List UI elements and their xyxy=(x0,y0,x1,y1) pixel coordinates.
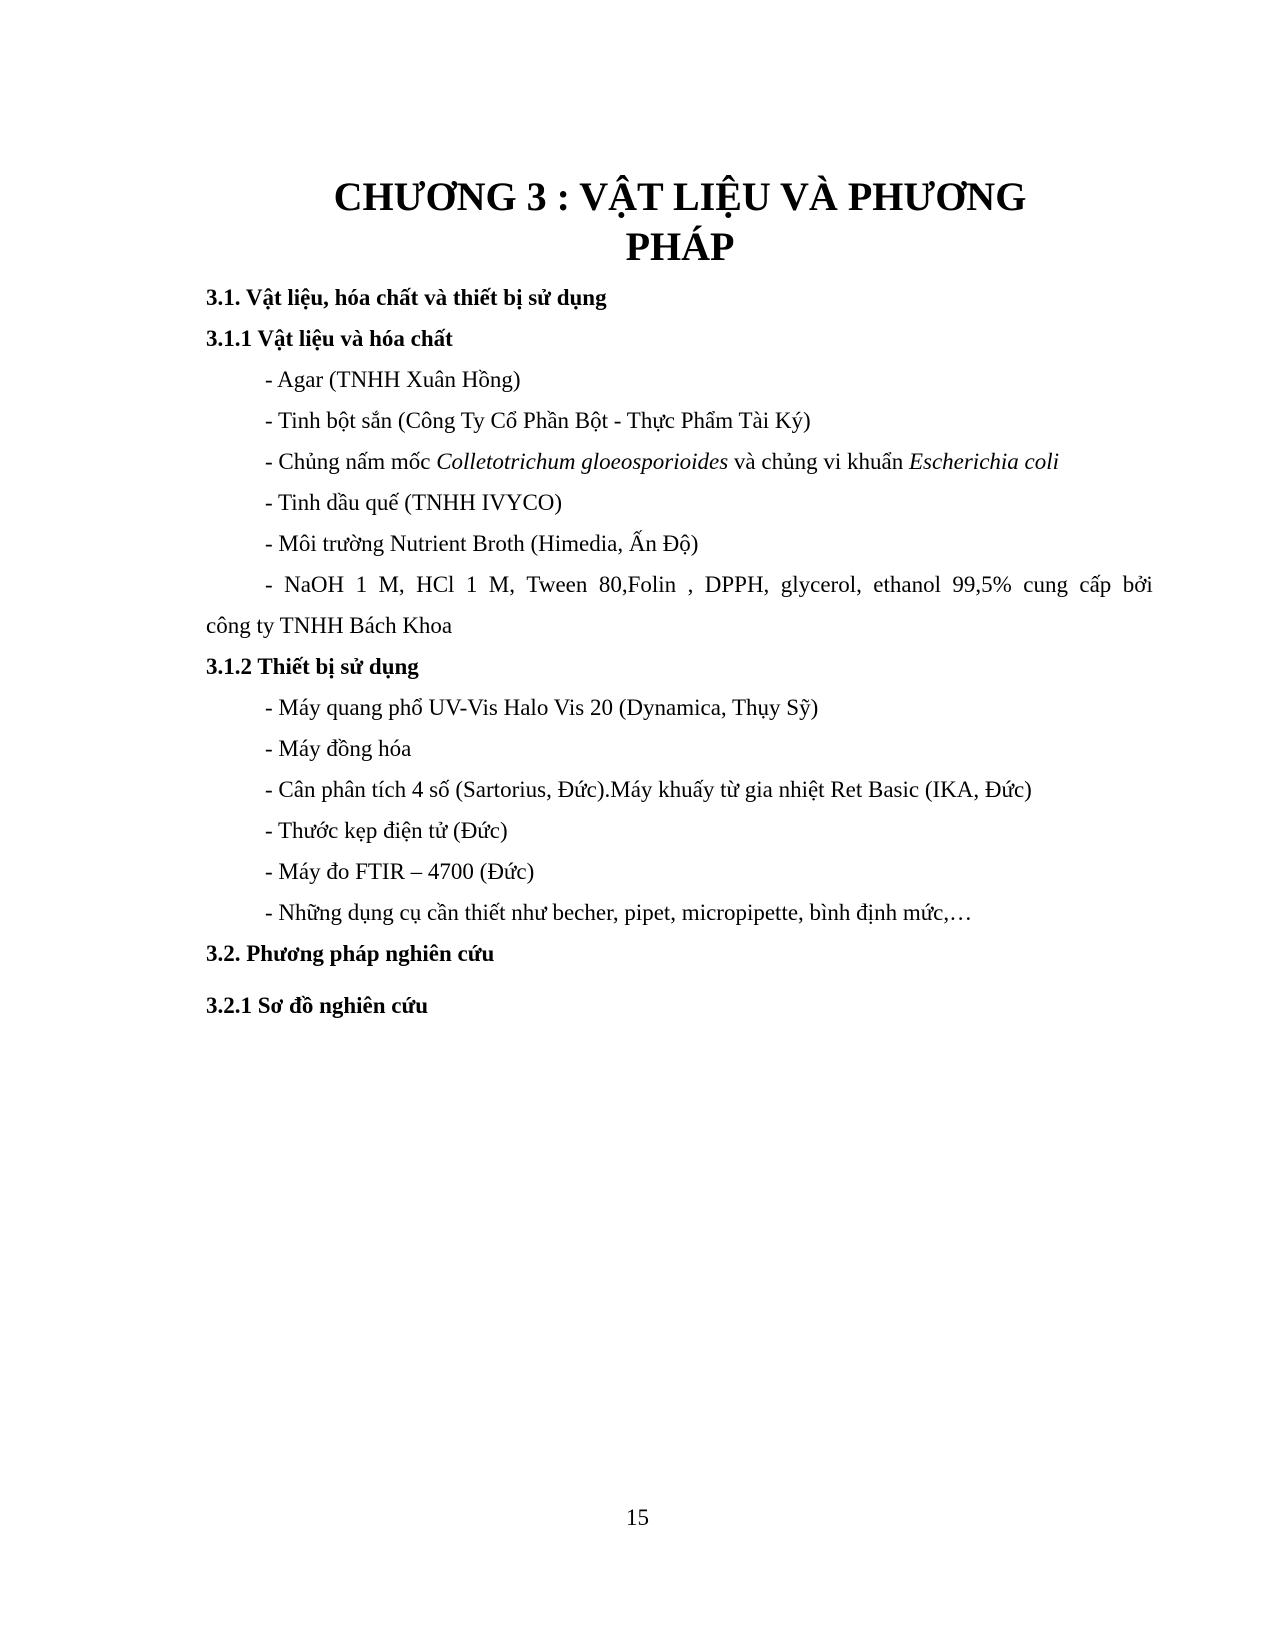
page-number: 15 xyxy=(626,1505,649,1530)
strains-middle: và chủng vi khuẩn xyxy=(728,449,909,474)
equipment-item-caliper: - Thước kẹp điện tử (Đức) xyxy=(265,818,508,843)
species-colletotrichum: Colletotrichum gloeosporioides xyxy=(436,449,729,474)
chemicals-word: cung xyxy=(1023,572,1068,597)
section-heading-3-1-2: 3.1.2 Thiết bị sử dụng xyxy=(206,654,419,679)
material-item-strains xyxy=(265,448,1059,476)
chemicals-word: 99,5% xyxy=(952,572,1012,597)
chemicals-word: 1 xyxy=(355,572,368,597)
chemicals-word: 80,Folin xyxy=(598,572,677,597)
strains-prefix: - Chủng nấm mốc xyxy=(265,449,437,474)
chemicals-word: 1 xyxy=(465,572,478,597)
chemicals-word: - xyxy=(265,572,273,597)
section-heading-3-2: 3.2. Phương pháp nghiên cứu xyxy=(206,941,495,966)
chapter-title xyxy=(200,172,1160,272)
section-heading-3-1-1: 3.1.1 Vật liệu và hóa chất xyxy=(206,326,453,351)
equipment-item-uv-vis: - Máy quang phổ UV-Vis Halo Vis 20 (Dynamica, Thụy Sỹ) xyxy=(265,695,819,720)
material-item-starch: - Tinh bột sắn (Công Ty Cổ Phần Bột - Thực Phẩm Tài Ký) xyxy=(265,408,811,433)
chemicals-word: M, xyxy=(488,572,515,597)
chemicals-word: cấp xyxy=(1079,572,1112,597)
species-escherichia: Escherichia coli xyxy=(908,449,1060,474)
material-item-nutrient-broth: - Môi trường Nutrient Broth (Himedia, Ấn Độ) xyxy=(265,531,699,556)
chemicals-word: M, xyxy=(378,572,405,597)
material-item-cinnamon-oil: - Tinh dầu quế (TNHH IVYCO) xyxy=(265,490,563,515)
material-item-chemicals-cont: công ty TNHH Bách Khoa xyxy=(206,613,453,638)
chemicals-word: ethanol xyxy=(873,572,941,597)
equipment-item-ftir: - Máy đo FTIR – 4700 (Đức) xyxy=(265,859,535,884)
chemicals-word: bởi xyxy=(1122,572,1153,597)
material-item-chemicals xyxy=(265,571,1153,599)
chemicals-word: glycerol, xyxy=(780,572,862,597)
section-heading-3-1: 3.1. Vật liệu, hóa chất và thiết bị sử dụng xyxy=(206,285,607,310)
equipment-item-tools: - Những dụng cụ cần thiết như becher, pipet, micropipette, bình định mức,… xyxy=(265,900,973,925)
equipment-item-homogenizer: - Máy đồng hóa xyxy=(265,736,412,761)
chapter-title-line2: PHÁP xyxy=(625,224,735,269)
material-item-agar: - Agar (TNHH Xuân Hồng) xyxy=(265,367,521,392)
chemicals-word: HCl xyxy=(416,572,455,597)
chemicals-word: , xyxy=(687,572,694,597)
chapter-title-line1: CHƯƠNG 3 : VẬT LIỆU VÀ PHƯƠNG xyxy=(333,174,1027,219)
chemicals-word: Tween xyxy=(526,572,588,597)
chemicals-word: NaOH xyxy=(284,572,345,597)
section-heading-3-2-1: 3.2.1 Sơ đồ nghiên cứu xyxy=(206,993,429,1018)
chemicals-word: DPPH, xyxy=(704,572,770,597)
equipment-item-balance: - Cân phân tích 4 số (Sartorius, Đức).Máy khuấy từ gia nhiệt Ret Basic (IKA, Đức) xyxy=(265,777,1032,802)
